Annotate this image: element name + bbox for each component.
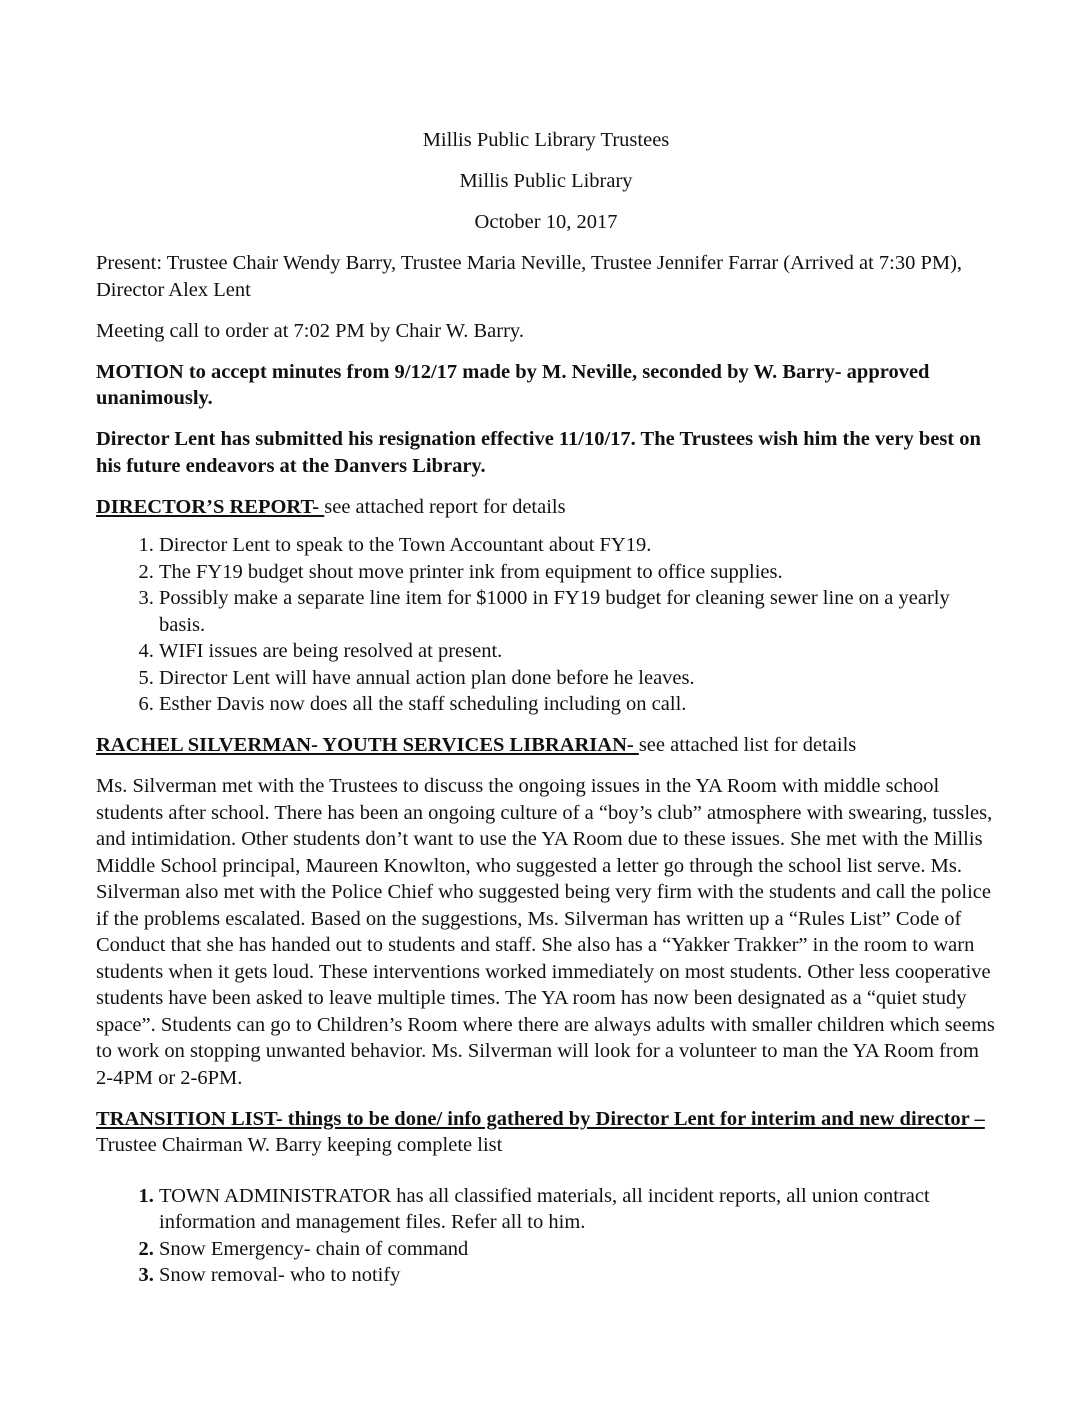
youth-services-note: see attached list for details (638, 734, 857, 756)
youth-services-heading: RACHEL SILVERMAN- YOUTH SERVICES LIBRARIAN- (96, 734, 639, 756)
transition-list (96, 1183, 996, 1289)
list-item: 1. Director Lent to speak to the Town Accountant about FY19. (159, 532, 996, 559)
motion-minutes: MOTION to accept minutes from 9/12/17 made by M. Neville, seconded by W. Barry- approved unanimously. (96, 360, 930, 409)
list-item: 2. The FY19 budget shout move printer ink from equipment to office supplies. (159, 559, 996, 586)
list-item: 3. Possibly make a separate line item for $1000 in FY19 budget for cleaning sewer line on a yearly basis. (159, 585, 996, 638)
list-item: 6. Esther Davis now does all the staff scheduling including on call. (159, 691, 996, 718)
resignation-notice: Director Lent has submitted his resignation effective 11/10/17. The Trustees wish him the very best on his future endeavors at the Danvers Library. (96, 428, 981, 477)
attendance: Present: Trustee Chair Wendy Barry, Trustee Maria Neville, Trustee Jennifer Farrar (Arrived at 7:30 PM), Director Alex Lent (96, 252, 963, 301)
directors-report-list (96, 532, 996, 718)
youth-services-body: Ms. Silverman met with the Trustees to discuss the ongoing issues in the YA Room with middle school students after school. There has been an ongoing culture of a “boy’s club” atmosphere with swearing, tussles, and intimidation. Other students don’t want to use the YA Room due to these issues. She met with the Millis Middle School principal, Maureen Knowlton, who suggested a letter go through the school list serve. Ms. Silverman also met with the Police Chief who suggested being very firm with the students and call the police if the problems escalated. Based on the suggestions, Ms. Silverman has written up a “Rules List” Code of Conduct that she has handed out to students and staff. She also has a “Yakker Trakker” in the room to warn students when it gets loud. These interventions worked immediately on most students. Other less cooperative students have been asked to leave multiple times. The YA room has now been designated as a “quiet study space”. Students can go to Children’s Room where there are always adults with smaller children which seems to work on stopping unwanted behavior. Ms. Silverman will look for a volunteer to man the YA Room from 2-4PM or 2-6PM. (96, 775, 995, 1089)
list-item: 3. Snow removal- who to notify (159, 1262, 996, 1289)
directors-report-note: see attached report for details (324, 495, 566, 518)
header-subtitle: Millis Public Library (459, 170, 633, 192)
transition-heading: TRANSITION LIST- things to be done/ info gathered by Director Lent for interim and new director – (96, 1107, 985, 1130)
directors-report-heading: DIRECTOR’S REPORT- (96, 495, 325, 518)
list-item: 1. TOWN ADMINISTRATOR has all classified materials, all incident reports, all union contract information and management files. Refer all to him. (159, 1183, 996, 1236)
transition-line (96, 1106, 996, 1159)
header-title: Millis Public Library Trustees (422, 129, 670, 151)
transition-note: Trustee Chairman W. Barry keeping complete list (96, 1134, 503, 1156)
list-item: 5. Director Lent will have annual action plan done before he leaves. (159, 665, 996, 692)
youth-services-line (96, 732, 996, 759)
call-to-order: Meeting call to order at 7:02 PM by Chair W. Barry. (96, 319, 524, 342)
meeting-date: October 10, 2017 (474, 211, 618, 233)
document-body (96, 127, 996, 1303)
directors-report-line (96, 494, 996, 521)
list-item: 4. WIFI issues are being resolved at present. (159, 638, 996, 665)
list-item: 2. Snow Emergency- chain of command (159, 1236, 996, 1263)
